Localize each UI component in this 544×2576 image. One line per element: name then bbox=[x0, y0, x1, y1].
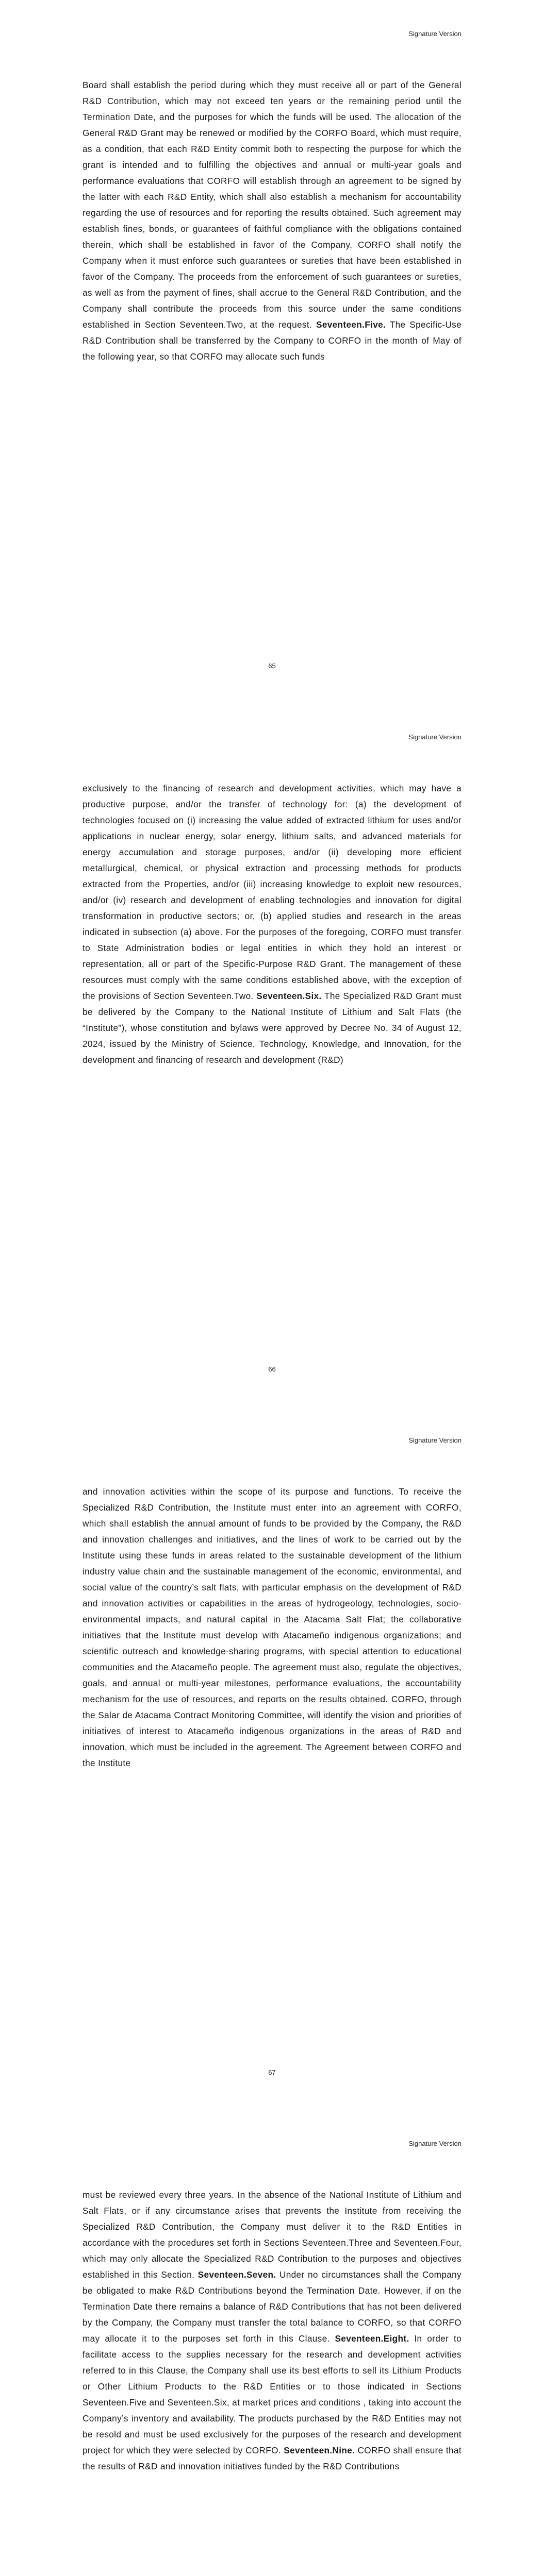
section-heading: Seventeen.Eight. bbox=[335, 2333, 409, 2344]
section-heading: Seventeen.Nine. bbox=[284, 2445, 355, 2455]
paragraph-text: Under no circumstances shall the Company be obligated to make R&D Contributions beyond the Termination Date. However, if on the Termination Date there remains a balance of R&D Contributions that has not been delivered by the Company, the Company must transfer the total balance to CORFO, so that CORFO may allocate it to the purposes set forth in this Clause. bbox=[83, 2269, 461, 2344]
document-page bbox=[0, 2110, 544, 2576]
page-number: 65 bbox=[268, 662, 276, 670]
paragraph-text: The Specialized R&D Grant must be delivered by the Company to the National Institute of Lithium and Salt Flats (the “Institute”), whose constitution and bylaws were approved by Decree No. 34 of August 12, 2024, issued by the Ministry of Science, Technology, Knowledge, and Innovation, for the development and financing of research and development (R&D) bbox=[83, 991, 462, 1065]
paragraph-text: must be reviewed every three years. In the absence of the National Institute of Lithium and Salt Flats, or if any circumstance arises that prevents the Institute from receiving the Specialized R&D Contribution, the Company must deliver it to the R&D Entities in accordance with the procedures set forth in Sections Seventeen.Three and Seventeen.Four, which may only allocate the Specialized R&D Contribution to the purposes and objectives established in this Section. bbox=[83, 2190, 461, 2280]
document-page bbox=[0, 1406, 544, 2110]
paragraph-text: The Specific-Use R&D Contribution shall be transferred by the Company to CORFO in the month of May of the following year, so that CORFO may allocate such funds bbox=[83, 319, 461, 362]
section-heading: Seventeen.Seven. bbox=[197, 2269, 276, 2280]
page-header-label: Signature Version bbox=[408, 30, 461, 38]
page-body-paragraph bbox=[83, 77, 461, 365]
page-body-paragraph bbox=[83, 2187, 461, 2475]
document-page bbox=[0, 0, 544, 703]
paragraph-text: In order to facilitate access to the supplies necessary for the research and development activities referred to in this Clause, the Company shall use its best efforts to sell its Lithium Products or Other Lithium Products to the R&D Entities or to those indicated in Sections Seventeen.Five and Seventeen.Six, at market prices and conditions , taking into account the Company’s inventory and availability. The products purchased by the R&D Entities may not be resold and must be used exclusively for the purposes of the research and development project for which they were selected by CORFO. bbox=[83, 2333, 461, 2455]
paragraph-text: and innovation activities within the scope of its purpose and functions. To receive the Specialized R&D Contribution, the Institute must enter into an agreement with CORFO, which shall establish the annual amount of funds to be provided by the Company, the R&D and innovation challenges and initiatives, and the lines of work to be carried out by the Institute using these funds in areas related to the sustainable development of the lithium industry value chain and the sustainable management of the economic, environmental, and social value of the country’s salt flats, with particular emphasis on the development of R&D and innovation activities or capabilities in the areas of hydrogeology, technologies, socio-environmental impacts, and natural capital in the Atacama Salt Flat; the collaborative initiatives that the Institute must develop with Atacameño indigenous organizations; and scientific outreach and knowledge-sharing programs, with special attention to educational communities and the Atacameño people. The agreement must also, regulate the objectives, goals, and annual or multi-year milestones, performance evaluations, the accountability mechanism for the use of resources, and reports on the results obtained. CORFO, through the Salar de Atacama Contract Monitoring Committee, will identify the vision and priorities of initiatives of interest to Atacameño indigenous organizations in the areas of R&D and innovation, which must be included in the agreement. The Agreement between CORFO and the Institute bbox=[83, 1486, 461, 1768]
document-page bbox=[0, 703, 544, 1406]
page-number: 67 bbox=[268, 2069, 276, 2076]
page-number: 66 bbox=[268, 1365, 276, 1373]
section-heading: Seventeen.Six. bbox=[256, 991, 322, 1001]
page-header-label: Signature Version bbox=[408, 733, 461, 741]
paragraph-text: CORFO shall ensure that the results of R&D and innovation initiatives funded by the R&D Contributions bbox=[83, 2445, 461, 2471]
page-header-label: Signature Version bbox=[408, 1436, 461, 1444]
page-body-paragraph bbox=[83, 781, 461, 1068]
paragraph-text: Board shall establish the period during which they must receive all or part of the General R&D Contribution, which may not exceed ten years or the remaining period until the Termination Date, and the purposes for which the funds will be used. The allocation of the General R&D Grant may be renewed or modified by the CORFO Board, which must require, as a condition, that each R&D Entity commit both to respecting the purpose for which the grant is intended and to fulfilling the objectives and annual or multi-year goals and performance evaluations that CORFO will establish through an agreement to be signed by the latter with each R&D Entity, which shall also establish a mechanism for accountability regarding the use of resources and for reporting the results obtained. Such agreement may establish fines, bonds, or guarantees of faithful compliance with the obligations contained therein, which shall be established in favor of the Company. CORFO shall notify the Company when it must enforce such guarantees or sureties that have been established in favor of the Company. The proceeds from the enforcement of such guarantees or sureties, as well as from the payment of fines, shall accrue to the General R&D Contribution, and the Company shall contribute the proceeds from this source under the same conditions established in Section Seventeen.Two, at the request. bbox=[83, 80, 461, 330]
section-heading: Seventeen.Five. bbox=[316, 319, 386, 330]
paragraph-text: exclusively to the financing of research and development activities, which may have a productive purpose, and/or the transfer of technology for: (a) the development of technologies focused on (i) increasing the value added of extracted lithium for uses and/or applications in nuclear energy, solar energy, lithium salts, and advanced materials for energy accumulation and storage purposes, and/or (ii) developing more efficient metallurgical, chemical, or physical extraction and processing methods for products extracted from the Properties, and/or (iii) increasing knowledge to exploit new resources, and/or (iv) research and development of enabling technologies and innovation for digital transformation in productive sectors; or, (b) applied studies and research in the areas indicated in subsection (a) above. For the purposes of the foregoing, CORFO must transfer to State Administration bodies or legal entities in which they hold an interest or representation, all or part of the Specific-Purpose R&D Grant. The management of these resources must comply with the same conditions established above, with the exception of the provisions of Section Seventeen.Two. bbox=[83, 783, 461, 1001]
page-header-label: Signature Version bbox=[408, 2140, 461, 2147]
page-body-paragraph bbox=[83, 1484, 461, 1771]
